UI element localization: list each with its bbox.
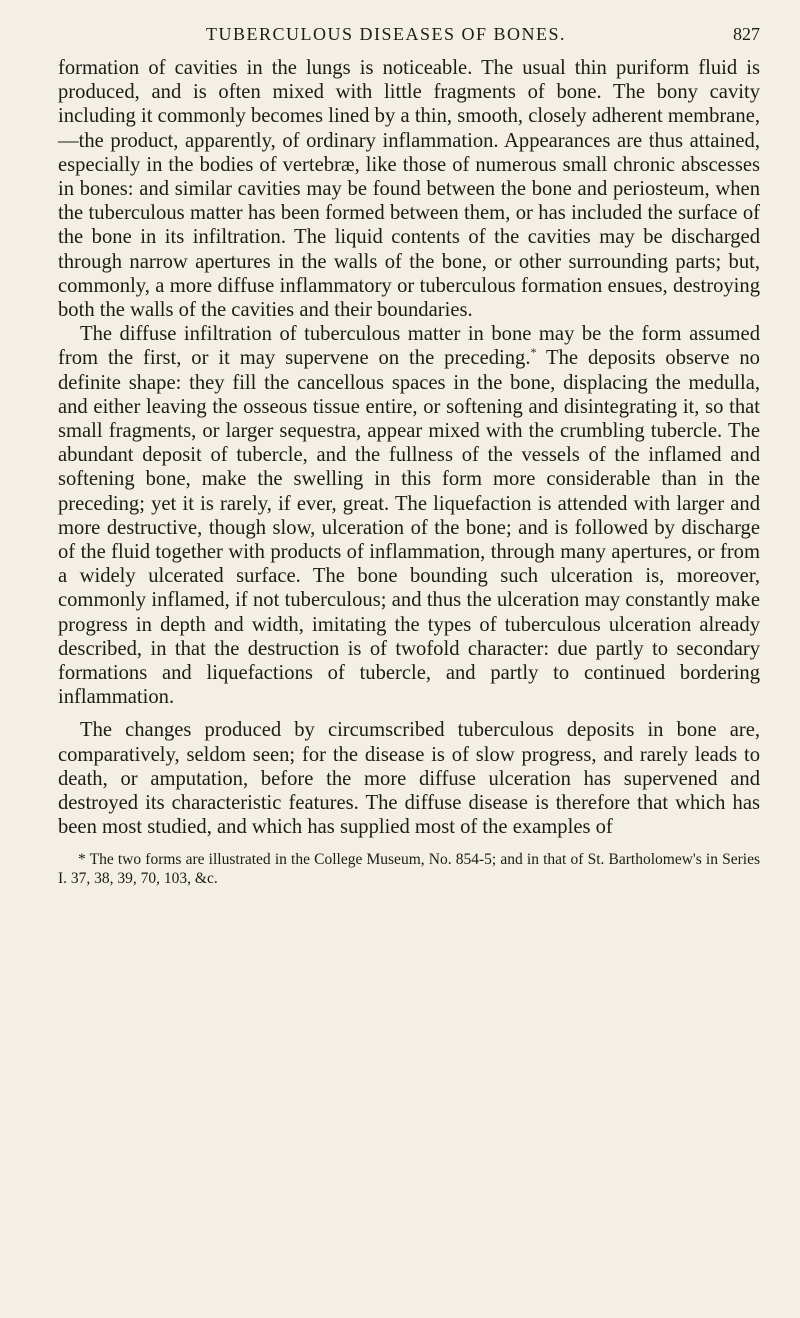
running-head: TUBERCULOUS DISEASES OF BONES. xyxy=(206,24,567,44)
paragraph-1: formation of cavities in the lungs is noticeable. The usual thin puriform fluid is produced, and is often mixed with little fragments of bone. The bony cavity including it commonly becomes lined by a thin, smooth, closely adherent membrane,—the product, apparently, of ordinary inflammation. Appearances are thus attained, especially in the bodies of vertebræ, like those of numerous small chronic abscesses in bones: and similar cavities may be found between the bone and periosteum, when the tuberculous matter has been formed between them, or has included the surface of the bone in its infiltration. The liquid contents of the cavities may be discharged through narrow apertures in the walls of the bone, or other surrounding parts; but, commonly, a more diffuse inflammatory or tuberculous formation ensues, destroying both the walls of the cavities and their boundaries. xyxy=(58,57,760,322)
paragraph-2 xyxy=(58,322,760,709)
paragraph-3: The changes produced by circumscribed tuberculous deposits in bone are, comparatively, seldom seen; for the disease is of slow progress, and rarely leads to death, or amputation, before the more diffuse ulceration has supervened and destroyed its characteristic features. The diffuse disease is therefore that which has been most studied, and which has supplied most of the examples of xyxy=(58,719,760,839)
paragraph-2-text-after: The deposits observe no definite shape: they fill the cancellous spaces in the bone, displacing the medulla, and either leaving the osseous tissue entire, or softening and disintegrating it, so that small fragments, or larger sequestra, appear mixed with the crumbling tubercle. The abundant deposit of tubercle, and the fullness of the vessels of the inflamed and softening bone, make the swelling in this form more considerable than in the preceding; yet it is rarely, if ever, great. The liquefaction is attended with larger and more destructive, though slow, ulceration of the bone; and is followed by discharge of the fluid together with products of inflammation, through many apertures, or from a widely ulcerated surface. The bone bounding such ulceration is, moreover, commonly inflamed, if not tuberculous; and thus the ulceration may constantly make progress in depth and width, imitating the types of tuberculous ulceration already described, in that the destruction is of twofold character: due partly to secondary formations and liquefactions of tubercle, and partly to continued bordering inflammation. xyxy=(58,347,760,709)
body-text xyxy=(58,56,760,840)
book-page xyxy=(58,18,760,888)
page-header xyxy=(58,18,760,56)
paragraph-2-text-before: The diffuse infiltration of tuberculous matter in bone may be the form assumed from the first, or it may supervene on the preceding. xyxy=(58,323,760,370)
page-number: 827 xyxy=(733,24,760,44)
footnote: * The two forms are illustrated in the College Museum, No. 854-5; and in that of St. Bartholomew's in Series I. 37, 38, 39, 70, 103, &c. xyxy=(58,850,760,887)
footnote-marker: * xyxy=(530,345,537,360)
